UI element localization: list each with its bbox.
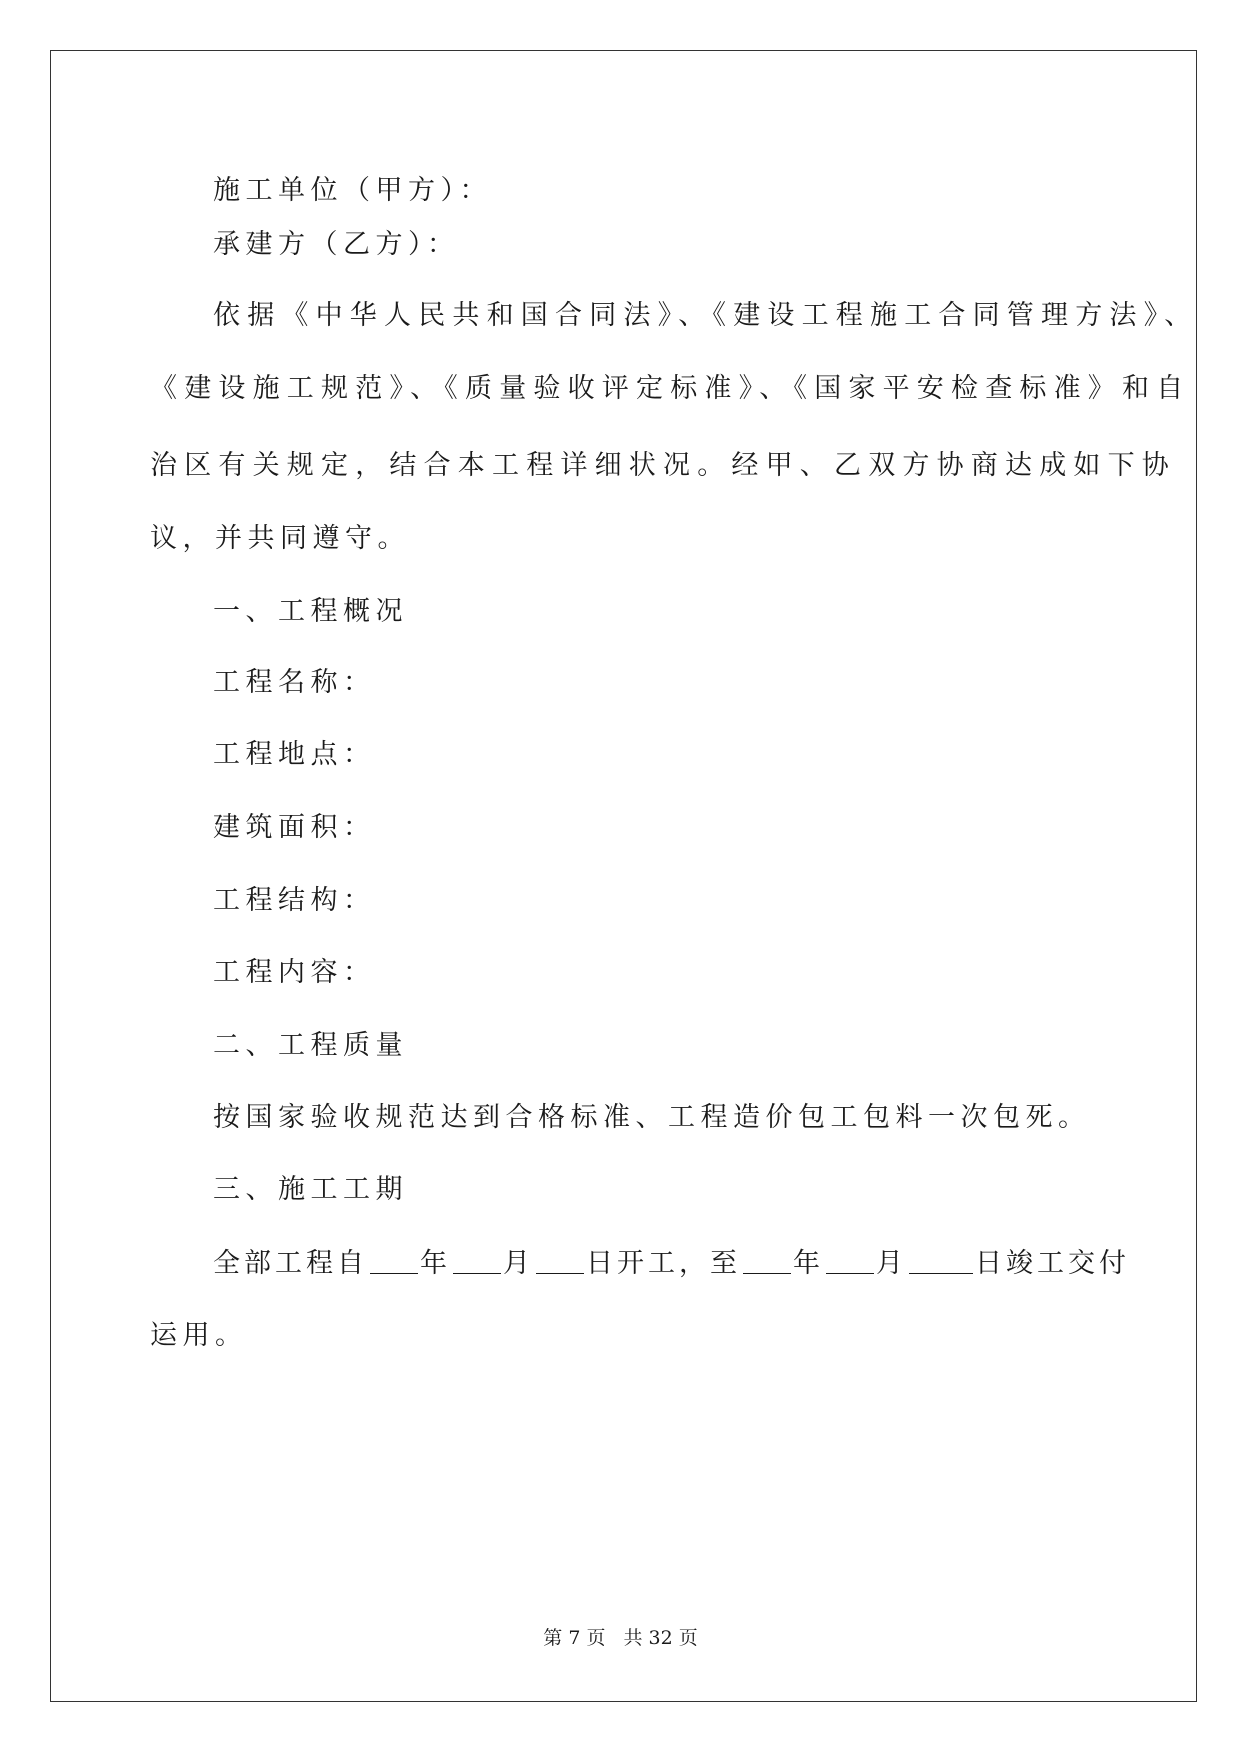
page-footer [0,1626,1241,1650]
schedule-end-suffix: 日竣工交付 [975,1248,1130,1279]
project-name-label: 工程名称： [213,667,376,698]
end-month-blank [826,1243,874,1274]
start-day-blank [536,1243,584,1274]
project-structure-label: 工程结构： [213,885,376,916]
building-area-label: 建筑面积： [213,812,376,843]
section-3-title: 三、施工工期 [213,1174,408,1205]
start-year-unit: 年 [420,1248,451,1279]
end-day-blank [909,1243,973,1274]
end-year-blank [743,1243,791,1274]
end-year-unit: 年 [793,1248,824,1279]
start-month-unit: 月 [503,1248,534,1279]
project-content-label: 工程内容： [213,957,376,988]
schedule-line [213,1243,1130,1284]
end-month-unit: 月 [876,1248,907,1279]
intro-paragraph-line-4: 议，并共同遵守。 [150,523,410,554]
page-total: 共 32 页 [623,1627,698,1649]
intro-paragraph-line-1: 依据《中华人民共和国合同法》、《建设工程施工合同管理方法》、 [213,300,1199,331]
start-month-blank [453,1243,501,1274]
intro-paragraph-line-3: 治区有关规定，结合本工程详细状况。经甲、乙双方协商达成如下协 [150,450,1176,481]
quality-text: 按国家验收规范达到合格标准、工程造价包工包料一次包死。 [213,1102,1091,1133]
section-2-title: 二、工程质量 [213,1030,408,1061]
party-a-label: 施工单位（甲方）： [213,175,492,206]
schedule-line-2: 运用。 [150,1320,248,1351]
start-year-blank [370,1243,418,1274]
intro-paragraph-line-2: 《建设施工规范》、《质量验收评定标准》、《国家平安检查标准》和自 [150,373,1191,404]
project-location-label: 工程地点： [213,739,376,770]
page-number: 第 7 页 [543,1627,606,1649]
schedule-start-prefix: 全部工程自 [213,1248,368,1279]
party-b-label: 承建方（乙方）： [213,229,460,260]
section-1-title: 一、工程概况 [213,596,408,627]
schedule-start-suffix: 日开工，至 [586,1248,741,1279]
